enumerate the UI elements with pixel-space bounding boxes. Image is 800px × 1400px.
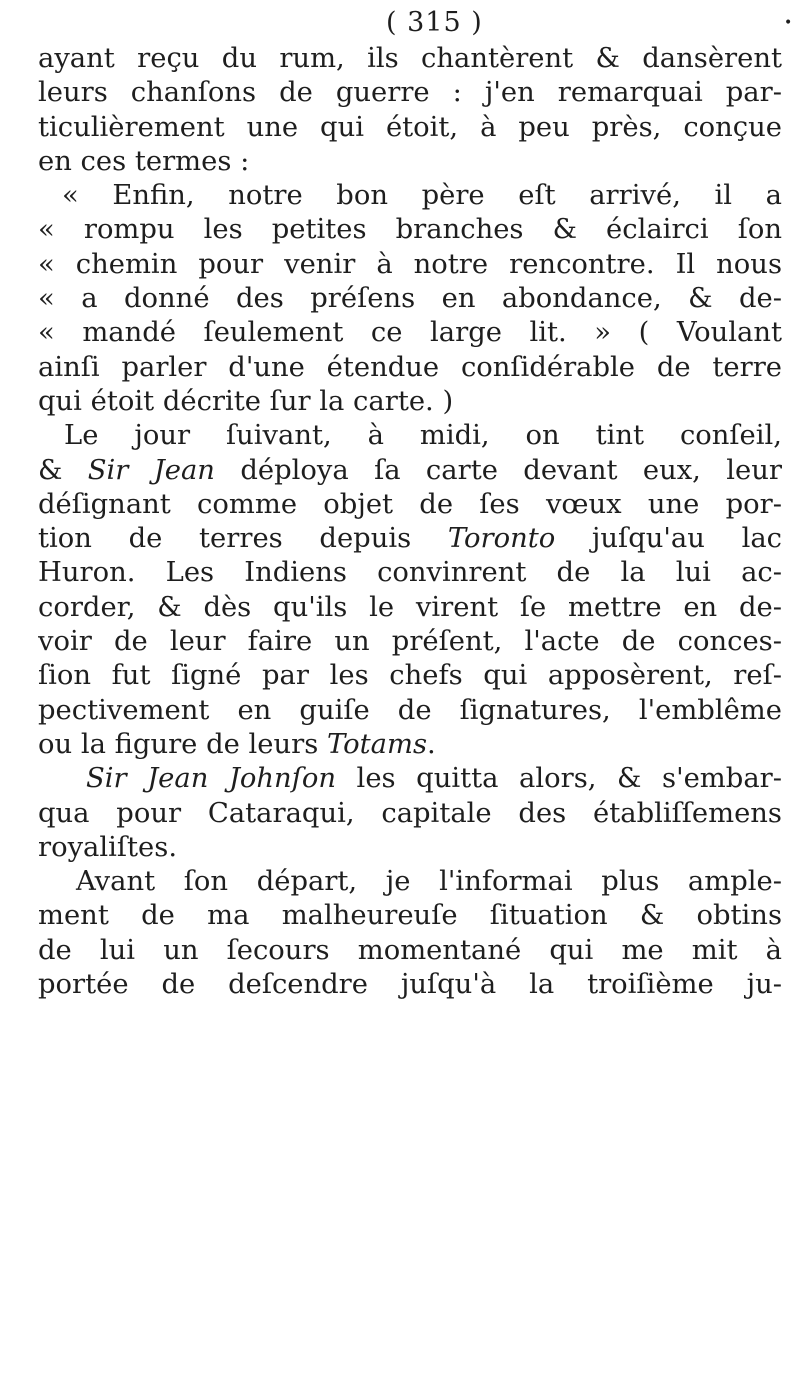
text-line: portée de deſcendre juſqu'à la troiſième ju- — [38, 969, 782, 1001]
text-line: Le jour ſuivant, à midi, on tint conſeil, — [64, 420, 782, 452]
text-line: de lui un ſecours momentané qui me mit à — [38, 934, 782, 966]
text-line: en ces termes : — [38, 145, 250, 177]
text-line: leurs chanſons de guerre : j'en remarquai par- — [38, 77, 782, 109]
text-line: ſion fut ſigné par les chefs qui apposèrent, reſ- — [38, 660, 782, 692]
text-line: voir de leur faire un préſent, l'acte de conces- — [38, 626, 782, 658]
text-line: qua pour Cataraqui, capitale des établiſſemens — [38, 797, 782, 829]
text-line: tion de terres depuis Toronto juſqu'au lac — [38, 523, 782, 555]
corner-mark: • — [784, 15, 793, 31]
text-line: ou la figure de leurs Totams. — [38, 728, 436, 760]
quote-line: « mandé ſeulement ce large lit. » ( Voulant — [38, 317, 782, 349]
text-line: ayant reçu du rum, ils chantèrent & dansèrent — [38, 43, 782, 74]
text-line: royaliſtes. — [38, 831, 178, 863]
text-line: ticulièrement une qui étoit, à peu près, conçue — [38, 111, 782, 143]
quote-line: « rompu les petites branches & éclairci ſon — [38, 214, 782, 246]
text-line: Sir Jean Johnſon les quitta alors, & s'embar- — [86, 763, 782, 795]
page-number: ( 315 ) — [386, 7, 483, 38]
quote-line: « Enfin, notre bon père eſt arrivé, il a — [62, 180, 782, 212]
body-text — [38, 42, 782, 1002]
text-line: Avant ſon départ, je l'informai plus ample- — [76, 866, 782, 898]
quote-line: « chemin pour venir à notre rencontre. Il nous — [38, 248, 782, 280]
page-header — [0, 0, 800, 46]
text-line: qui étoit décrite ſur la carte. ) — [38, 385, 454, 417]
text-line: Huron. Les Indiens convinrent de la lui ac- — [38, 557, 782, 589]
text-line: ainſi parler d'une étendue conſidérable de terre — [38, 351, 782, 383]
text-line: ment de ma malheureuſe ſituation & obtins — [38, 900, 782, 932]
text-line: corder, & dès qu'ils le virent ſe mettre en de- — [38, 591, 782, 623]
text-line: pectivement en guiſe de ſignatures, l'emblême — [38, 694, 782, 726]
text-line: déſignant comme objet de ſes vœux une por- — [38, 488, 782, 520]
quote-line: « a donné des préſens en abondance, & de- — [38, 283, 782, 315]
text-line: & Sir Jean déploya ſa carte devant eux, leur — [38, 454, 782, 486]
